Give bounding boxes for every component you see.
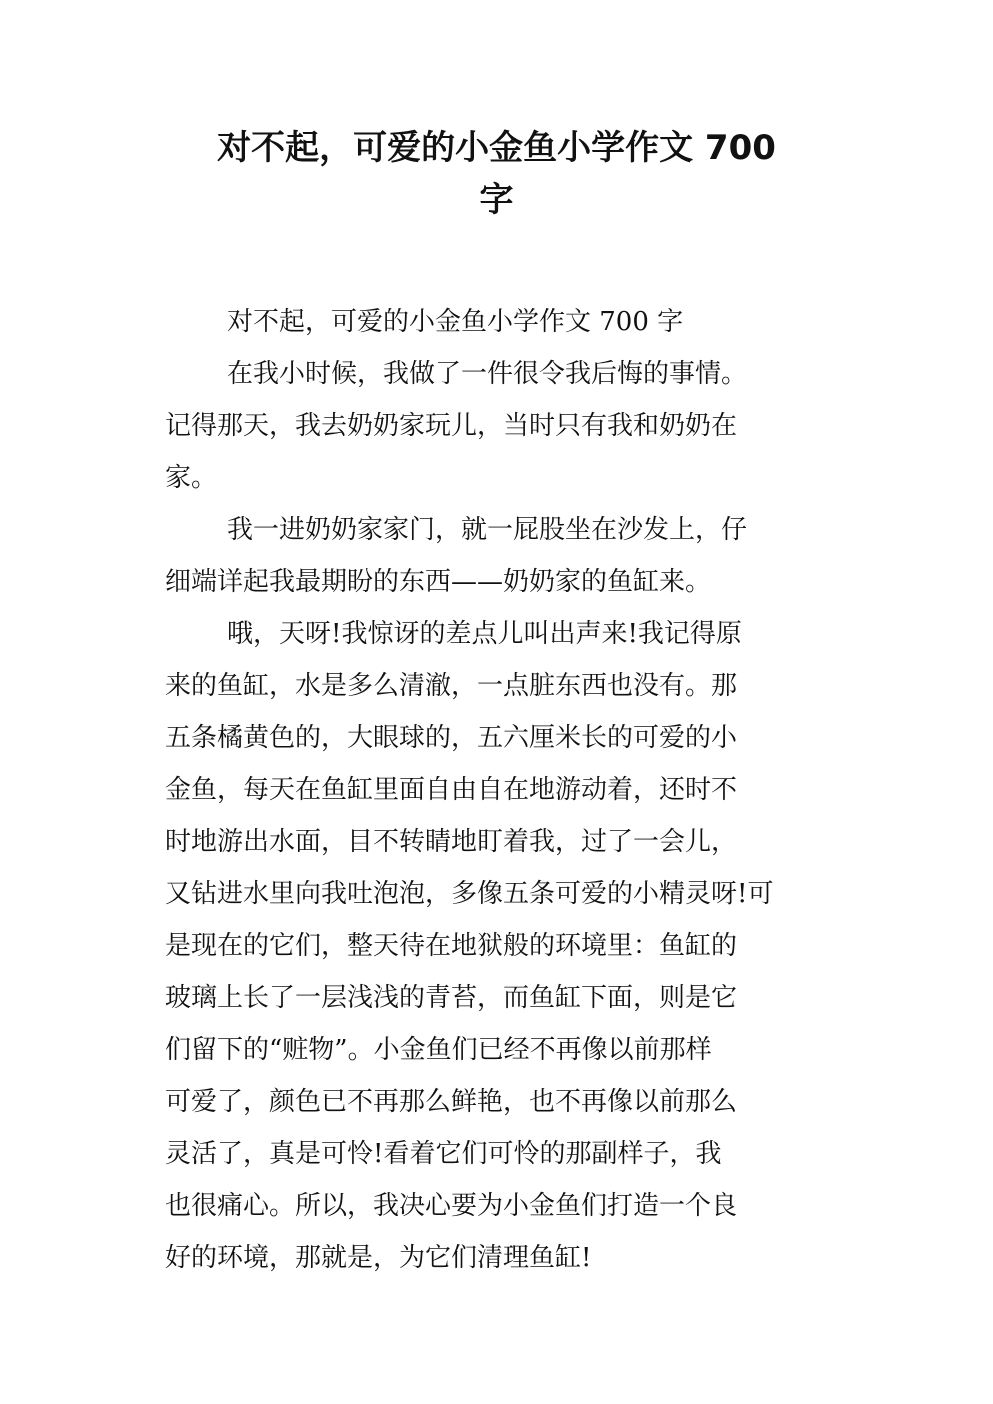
body-text-line: 又钻进水里向我吐泡泡，多像五条可爱的小精灵呀!可 (165, 879, 774, 909)
body-text-line: 记得那天，我去奶奶家玩儿，当时只有我和奶奶在 (165, 411, 738, 441)
document-title-line-2: 字 (479, 180, 514, 220)
body-text-line: 玻璃上长了一层浅浅的青苔，而鱼缸下面，则是它 (165, 983, 738, 1013)
body-text-line: 也很痛心。所以，我决心要为小金鱼们打造一个良 (165, 1191, 738, 1221)
body-text-line: 我一进奶奶家家门，就一屁股坐在沙发上，仔 (227, 515, 748, 545)
body-text-line: 对不起，可爱的小金鱼小学作文 700 字 (227, 307, 684, 337)
body-text-line: 哦，天呀!我惊讶的差点儿叫出声来!我记得原 (227, 619, 742, 649)
body-text-line: 五条橘黄色的，大眼球的，五六厘米长的可爱的小 (165, 723, 738, 753)
body-text-line: 细端详起我最期盼的东西——奶奶家的鱼缸来。 (165, 567, 712, 597)
body-text-line: 金鱼，每天在鱼缸里面自由自在地游动着，还时不 (165, 775, 738, 805)
body-text-line: 们留下的“赃物”。小金鱼们已经不再像以前那样 (165, 1035, 712, 1065)
document-body (165, 296, 885, 1284)
body-text-line: 来的鱼缸，水是多么清澈，一点脏东西也没有。那 (165, 671, 738, 701)
document-title (150, 122, 843, 226)
document-title-line-1: 对不起，可爱的小金鱼小学作文 700 (217, 128, 776, 168)
body-text-line: 时地游出水面，目不转睛地盯着我，过了一会儿， (165, 827, 738, 857)
body-text-line: 是现在的它们，整天待在地狱般的环境里：鱼缸的 (165, 931, 738, 961)
body-text-line: 灵活了，真是可怜!看着它们可怜的那副样子，我 (165, 1139, 722, 1169)
body-text-line: 可爱了，颜色已不再那么鲜艳，也不再像以前那么 (165, 1087, 738, 1117)
body-text-line: 在我小时候，我做了一件很令我后悔的事情。 (227, 359, 748, 389)
body-text-line: 家。 (165, 463, 218, 493)
body-text-line: 好的环境，那就是，为它们清理鱼缸! (165, 1243, 592, 1273)
